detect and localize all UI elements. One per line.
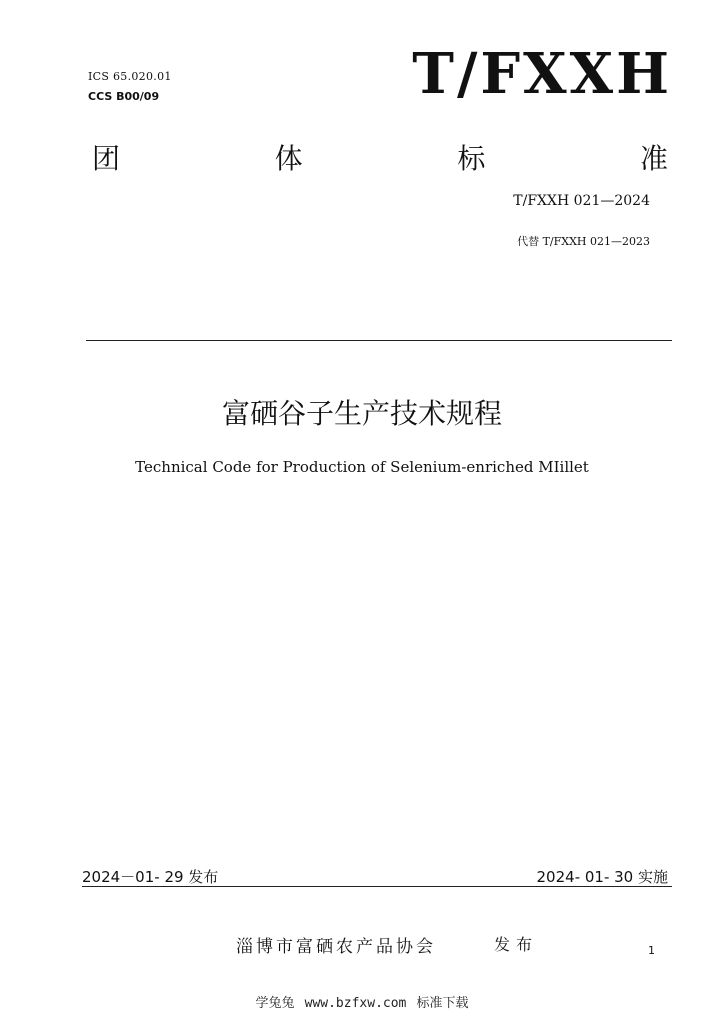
- replaces-label: 代替: [517, 235, 540, 248]
- top-divider: [86, 340, 672, 341]
- ics-code: ICS 65.020.01: [88, 70, 172, 83]
- replaces-line: [517, 233, 650, 249]
- standard-type-heading: [92, 142, 668, 176]
- standard-logo: T/FXXH: [412, 41, 672, 107]
- watermark: [0, 992, 724, 1011]
- watermark-url[interactable]: www.bzfxw.com: [304, 996, 407, 1011]
- watermark-right: 标准下载: [416, 996, 469, 1011]
- ccs-code: CCS B00/09: [88, 90, 160, 103]
- heading-char: 准: [639, 142, 668, 175]
- bottom-divider: [82, 886, 672, 887]
- watermark-left: 学兔兔: [255, 996, 295, 1011]
- replaces-value: T/FXXH 021—2023: [542, 235, 650, 248]
- heading-char: 团: [92, 142, 121, 175]
- heading-char: 体: [274, 142, 303, 175]
- page-number: 1: [648, 944, 655, 957]
- heading-char: 标: [457, 142, 486, 175]
- issuer-name: 淄博市富硒农产品协会: [236, 937, 436, 957]
- standard-number: T/FXXH 021—2024: [513, 193, 650, 209]
- implement-date: 2024- 01- 30 实施: [536, 868, 668, 886]
- title-english: Technical Code for Production of Selenium-enriched MIillet: [135, 458, 589, 476]
- publish-date: 2024－01- 29 发布: [82, 868, 219, 886]
- issue-label: 发布: [494, 935, 539, 954]
- title-chinese: 富硒谷子生产技术规程: [221, 397, 502, 430]
